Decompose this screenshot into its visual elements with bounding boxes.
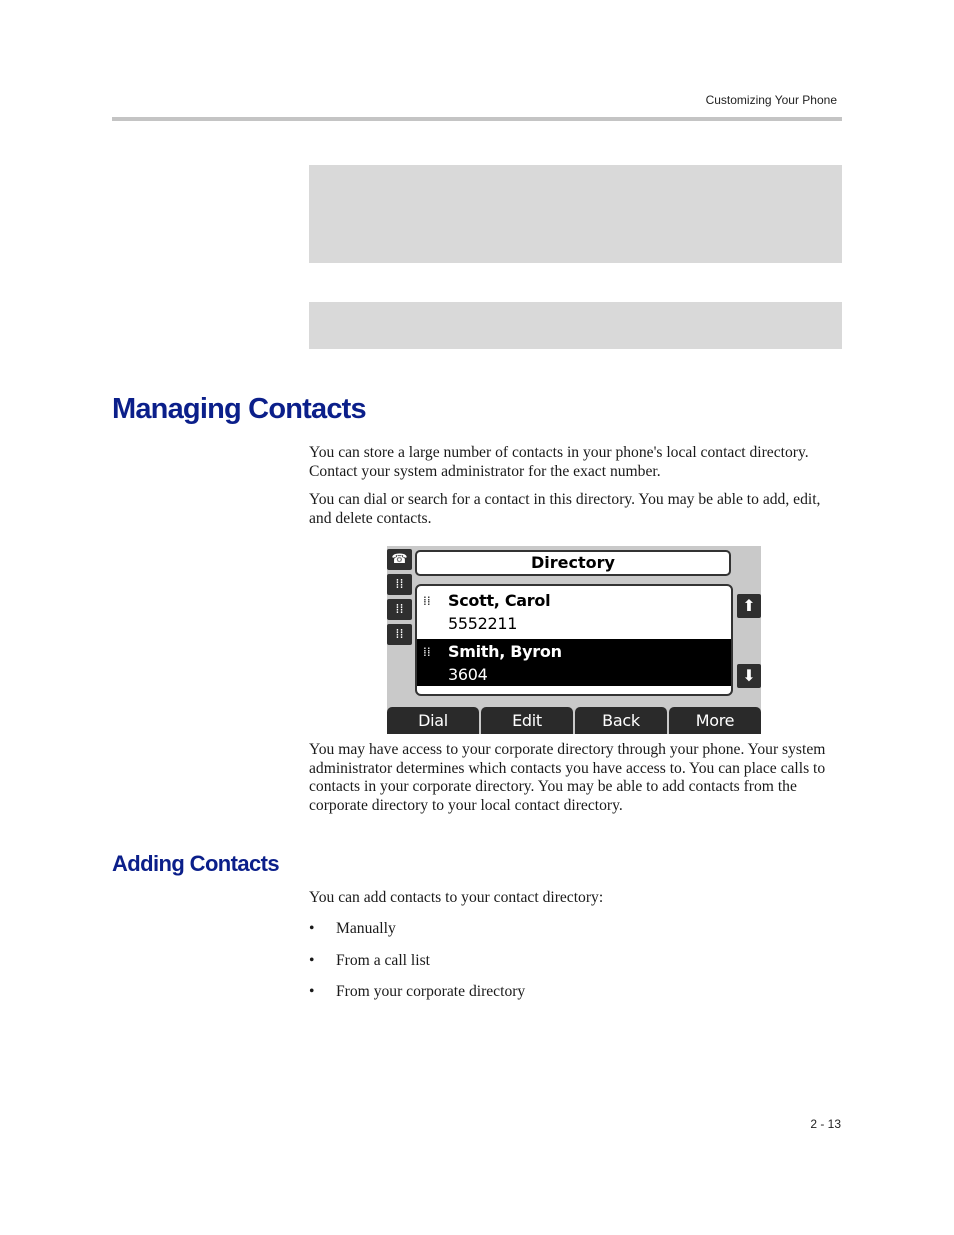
keypad-icon: ⁞⁞ <box>387 624 412 645</box>
contact-name: Scott, Carol <box>448 591 551 610</box>
paragraph: You can store a large number of contacts in your phone's local contact directory. Contact your system administrator for the exact number. <box>309 444 809 480</box>
note-box <box>309 165 842 263</box>
list-item[interactable] <box>417 588 731 635</box>
handset-icon: ☎ <box>387 549 412 570</box>
paragraph: You may have access to your corporate directory through your phone. Your system administrator determines which contacts you have access to. You can place calls to contacts in your corporate directory. You may be able to add contacts from the corporate directory to your local contact directory. <box>309 741 826 814</box>
bullet-icon: • <box>309 920 315 937</box>
arrow-down-icon[interactable]: ⬇ <box>737 664 761 688</box>
section-title: Managing Contacts <box>112 393 366 425</box>
contact-number: 5552211 <box>448 614 518 633</box>
keypad-icon: ⁞⁞ <box>387 599 412 620</box>
keypad-icon: ⁞⁞ <box>387 574 412 595</box>
contact-name: Smith, Byron <box>448 642 562 661</box>
dial-softkey[interactable]: Dial <box>387 707 479 734</box>
more-softkey[interactable]: More <box>669 707 761 734</box>
contact-number: 3604 <box>448 665 488 684</box>
contact-list <box>415 584 733 696</box>
list-item-selected[interactable] <box>417 639 731 686</box>
paragraph: You can add contacts to your contact directory: <box>309 889 604 906</box>
arrow-up-icon[interactable]: ⬆ <box>737 594 761 618</box>
softkey-bar <box>387 707 761 734</box>
edit-softkey[interactable]: Edit <box>481 707 573 734</box>
screen-title: Directory <box>415 550 731 576</box>
running-header: Customizing Your Phone <box>705 93 837 107</box>
paragraph: You can dial or search for a contact in this directory. You may be able to add, edit, and delete contacts. <box>309 491 821 527</box>
bullet-icon: • <box>309 983 315 1000</box>
page-number: 2 - 13 <box>810 1117 841 1131</box>
header-rule <box>112 117 842 121</box>
back-softkey[interactable]: Back <box>575 707 667 734</box>
keypad-icon: ⁞⁞ <box>423 645 431 659</box>
subsection-title: Adding Contacts <box>112 851 279 876</box>
phone-screen-figure <box>387 546 761 734</box>
keypad-icon: ⁞⁞ <box>423 594 431 608</box>
bullet-icon: • <box>309 951 315 969</box>
note-box <box>309 302 842 349</box>
